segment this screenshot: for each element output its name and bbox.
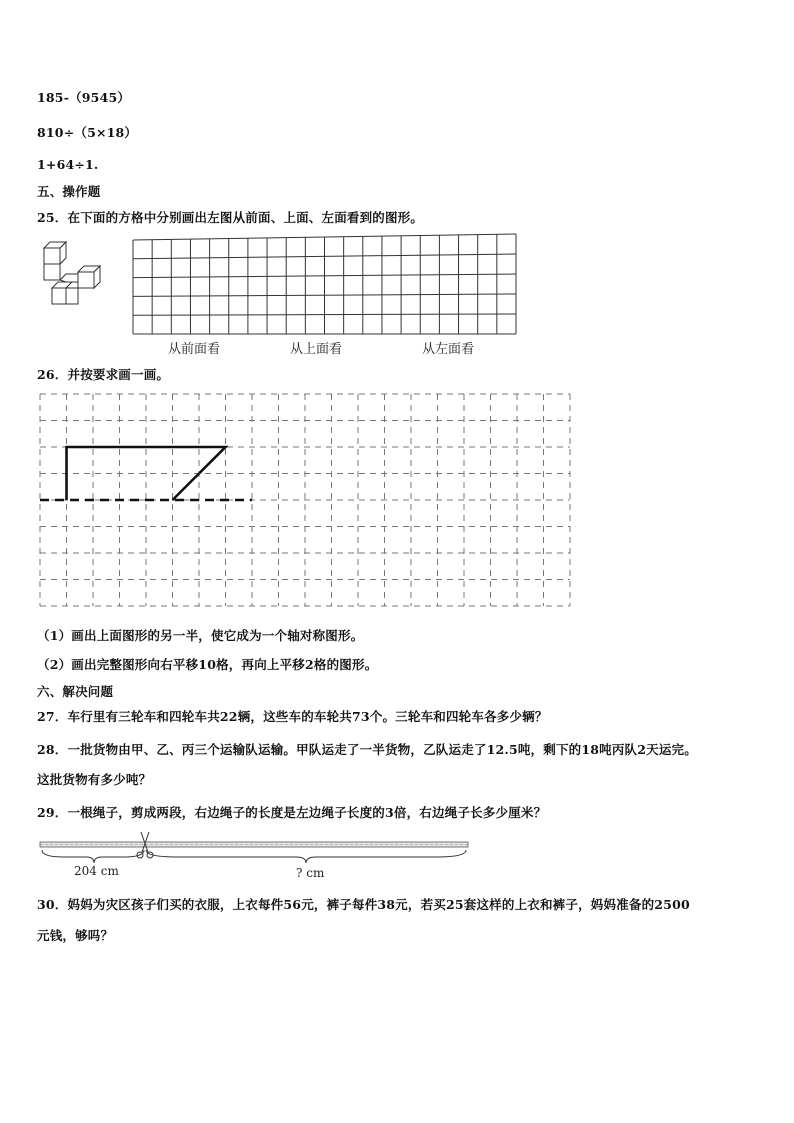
question-26: 26．并按要求画一画。 (37, 367, 170, 382)
cube-figure (38, 238, 110, 310)
caption-front-view: 从前面看 (168, 342, 221, 357)
section-6-title: 六、解决问题 (37, 684, 114, 699)
question-30-line-2: 元钱，够吗？ (37, 928, 114, 943)
caption-left-view: 从左面看 (422, 342, 475, 357)
rope-right-label: ? cm (296, 866, 325, 880)
section-5-title: 五、操作题 (37, 184, 101, 199)
question-30-line-1: 30．妈妈为灾区孩子们买的衣服，上衣每件56元，裤子每件38元，若买25套这样的上衣和裤子，妈妈准备的2500 (37, 897, 690, 912)
question-29: 29．一根绳子，剪成两段，右边绳子的长度是左边绳子长度的3倍，右边绳子长多少厘米？ (37, 805, 547, 820)
drawing-grid-symmetry[interactable] (36, 390, 578, 612)
expression-2: 810÷（5×18） (37, 125, 138, 140)
expression-3: 1+64÷1. (37, 157, 99, 172)
question-27: 27．车行里有三轮车和四轮车共22辆，这些车的车轮共73个。三轮车和四轮车各多少辆？ (37, 709, 548, 724)
question-26-part-1: （1）画出上面图形的另一半，使它成为一个轴对称图形。 (37, 628, 364, 643)
question-28-line-1: 28．一批货物由甲、乙、丙三个运输队运输。甲队运走了一半货物，乙队运走了12.5吨，剩下的18吨丙队2天运完。 (37, 742, 697, 757)
question-26-part-2: （2）画出完整图形向右平移10格，再向上平移2格的图形。 (37, 657, 378, 672)
expression-1: 185-（9545） (37, 90, 131, 105)
drawing-grid-views[interactable] (130, 232, 520, 338)
question-25: 25．在下面的方格中分别画出左图从前面、上面、左面看到的图形。 (37, 210, 424, 225)
caption-top-view: 从上面看 (290, 342, 343, 357)
question-28-line-2: 这批货物有多少吨？ (37, 772, 152, 787)
rope-left-label: 204 cm (74, 864, 119, 878)
